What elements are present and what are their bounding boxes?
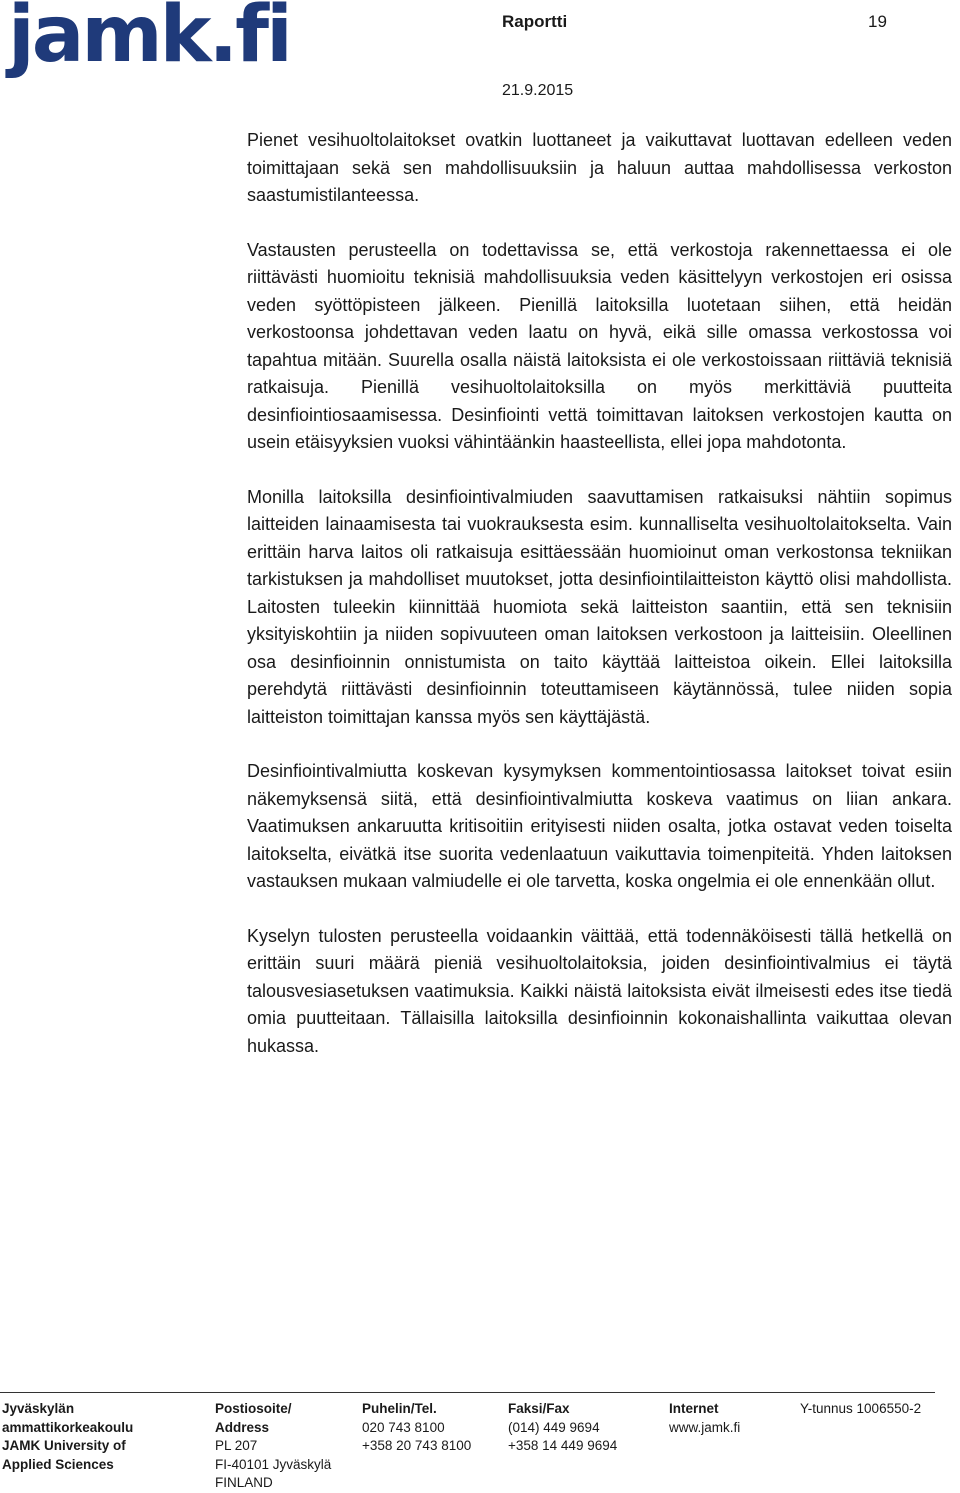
footer-fax [508, 1400, 617, 1456]
footer-address-line: FINLAND [215, 1475, 273, 1490]
paragraph: Kyselyn tulosten perusteella voidaankin väittää, että todennäköisesti tällä hetkellä on erittäin suuri määrä pieniä vesihuoltolaitoksia, joiden desinfiointivalmius ei täytä talousvesiasetuksen vaatimuksia. Kaikki näistä laitoksista eivät ilmeisesti edes itse tiedä omia puutteitaan. Tällaisilla laitoksilla desinfioinnin kokonaishallinta vaikuttaa olevan hukassa. [247, 925, 952, 1056]
paragraph: Pienet vesihuoltolaitokset ovatkin luottaneet ja vaikuttavat luottavan edelleen veden toimittajaan sekä sen mahdollisuuksiin ja haluun auttaa mahdollisessa verkoston saastumistilanteessa. [247, 130, 952, 205]
footer-phone-label: Puhelin/Tel. [362, 1401, 437, 1416]
paragraph: Vastausten perusteella on todettavissa se, että verkostoja rakennettaessa ei ole riittävästi huomioitu teknisiä mahdollisuuksia veden käsittelyyn verkostojen eri osissa veden syöttöpisteen jälkeen. Pienillä laitoksilla luotetaan siihen, että heidän verkostoonsa johdettavan veden laatu on hyvä, eikä sille omassa verkostossa voi tapahtua mitään. Suurella osalla näistä laitoksista ei ole verkostoissaan riittäviä teknisiä ratkaisuja. Pienillä vesihuoltolaitoksilla on myös merkittäviä puutteita desinfiointiosaamisessa. Desinfiointi vettä toimittavan laitoksen verkostojen kautta on usein etäisyyksien vuoksi vähintäänkin haasteellista, ellei jopa mahdotonta. [247, 239, 952, 452]
footer-internet [669, 1400, 740, 1437]
footer-phone-number: 020 743 8100 [362, 1419, 445, 1435]
footer-business-id: Y-tunnus 1006550-2 [800, 1401, 922, 1416]
footer-fax-number: (014) 449 9694 [508, 1419, 600, 1435]
footer-internet-label: Internet [669, 1401, 719, 1416]
footer-org-line: ammattikorkeakoulu [2, 1419, 134, 1435]
report-body [247, 127, 952, 1087]
footer-fax-label: Faksi/Fax [508, 1401, 570, 1416]
paragraph: Desinfiointivalmiutta koskevan kysymyksen kommentointiosassa laitokset toivat esiin näkemyksensä siitä, että desinfiointivalmiutta koskeva vaatimus on liian ankara. Vaatimuksen ankaruutta kritisoitiin erityisesti niiden osalta, jotka ostavat veden toiselta laitokselta, eivätkä itse suorita vedenlaatuun vaikuttavia toimenpiteitä. Yhden laitoksen vastauksen mukaan valmiudelle ei ole tarvetta, koska ongelmia ei ole ennenkään ollut. [247, 761, 952, 891]
footer-address-label: Address [215, 1419, 270, 1435]
footer-address [215, 1400, 331, 1493]
footer-address-label: Postiosoite/ [215, 1401, 292, 1416]
footer-address-line: PL 207 [215, 1438, 258, 1453]
footer-org-line: JAMK University of [2, 1438, 126, 1453]
footer-phone-number: +358 20 743 8100 [362, 1438, 472, 1453]
footer-divider [0, 1392, 935, 1393]
footer-fax-number: +358 14 449 9694 [508, 1438, 618, 1453]
paragraph: Monilla laitoksilla desinfiointivalmiuden saavuttamisen ratkaisuksi nähtiin sopimus laitteiden lainaamisesta tai vuokrauksesta esim. kunnalliselta vesihuoltolaitokselta. Vain erittäin harva laitos oli ratkaisuja esittäessään huomioinut oman verkostonsa tekniikan tarkistuksen ja mahdolliset muutokset, jotta desinfiointilaitteiston käyttö olisi mahdollista. Laitosten tuleekin kiinnittää huomiota sekä laitteiston saantiin, että sen teknisiin yksityiskohtiin ja niiden sopivuuteen oman laitoksen verkostoon ja laitteisiin. Oleellinen osa desinfioinnin onnistumista on taito käyttää laitteistoa oikein. Ellei laitoksilla perehdytä riittävästi desinfioinnin toteuttamiseen käytännössä, tulee niiden sopia laitteiston toimittajan kanssa myös sen käyttäjästä. [247, 486, 952, 727]
footer-address-line: FI-40101 Jyväskylä [215, 1456, 332, 1472]
document-type: Raportti [502, 12, 568, 31]
jamk-logo: jamk.fi [8, 0, 290, 80]
page-footer [0, 1400, 960, 1490]
footer-website-link[interactable]: www.jamk.fi [669, 1419, 741, 1435]
footer-phone [362, 1400, 471, 1456]
page-number: 19 [868, 12, 887, 31]
footer-org-line: Applied Sciences [2, 1456, 114, 1472]
document-date: 21.9.2015 [502, 82, 574, 99]
footer-organization [2, 1400, 133, 1474]
footer-org-line: Jyväskylän [2, 1401, 75, 1416]
